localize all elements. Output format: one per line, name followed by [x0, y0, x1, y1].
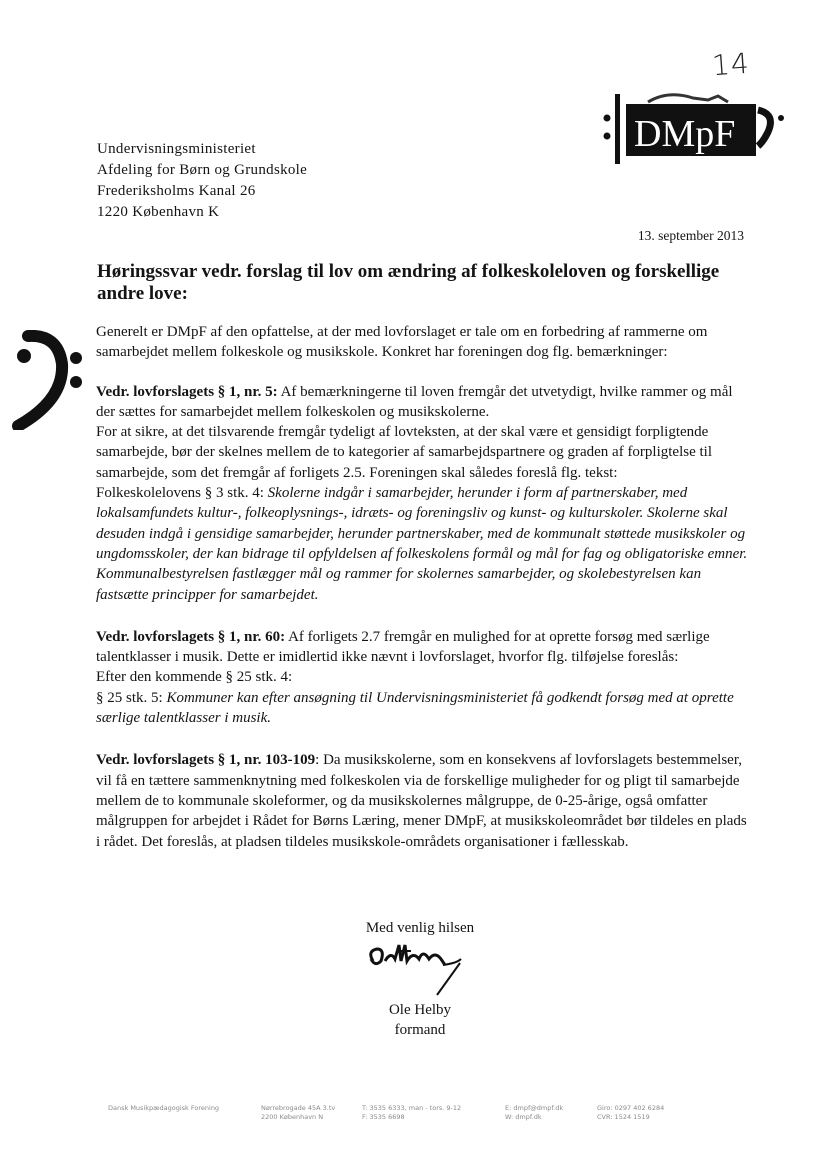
recipient-line-4: 1220 København K [97, 204, 220, 220]
section-2-paragraph [96, 627, 748, 668]
handwritten-signature [365, 937, 475, 997]
section-1-quote-paragraph [96, 483, 748, 605]
footer-bank [597, 1104, 664, 1122]
signer-block [350, 1000, 490, 1040]
signer-title: formand [394, 1022, 446, 1038]
section-1-label: Vedr. lovforslagets § 1, nr. 5: [96, 383, 278, 400]
footer-giro: Giro: 0297 402 6284 [597, 1104, 665, 1112]
logo-text: DMpF [634, 113, 736, 155]
section-1-quote: Skolerne indgår i samarbejder, herunder i form af partnerskaber, med lokalsamfundets kultur-, folkeoplysnings-, idræts- og foreningsliv og kunst- og kulturskoler. Skolerne skal desuden indgå i gensidige samarbejder, herunder partnerskaber, med de kommunalt støttede musikskoler og ungdomsskoler, der kan bidrage til opfyldelsen af folkeskolens formål og mål for fag og obligatoriske emner. Kommunalbestyrelsen fastlægger mål og rammer for skolernes samarbejder, og skolebestyrelsen kan fastsætte principper for samarbejdet. [96, 485, 748, 603]
recipient-line-1: Undervisningsministeriet [97, 141, 256, 157]
footer-city: 2200 København N [261, 1113, 324, 1121]
footer-fax: F: 3535 6698 [362, 1113, 405, 1121]
letter-heading: Høringssvar vedr. forslag til lov om ændring af folkeskoleloven og forskellige andre love: [97, 261, 720, 304]
signer-name: Ole Helby [388, 1002, 452, 1018]
intro-paragraph: Generelt er DMpF af den opfattelse, at der med lovforslaget er tale om en forbedring af rammerne om samarbejdet mellem folkeskole og musikskole. Konkret har foreningen dog flg. bemærkninger: [96, 324, 708, 361]
section-1-text: Af bemærkningerne til loven fremgår det utvetydigt, hvilke rammer og mål der sættes for samarbejdet mellem folkeskolen og musikskolerne. [96, 383, 733, 420]
footer-phone [362, 1104, 461, 1122]
section-2-quote-paragraph [96, 688, 748, 729]
footer-contact [505, 1104, 563, 1122]
section-1-paragraph [96, 382, 748, 423]
footer-organisation: Dansk Musikpædagogisk Forening [108, 1104, 220, 1112]
section-1-ref: Folkeskolelovens § 3 stk. 4: [96, 485, 268, 502]
recipient-address [97, 139, 307, 223]
letter-date: 13. september 2013 [637, 228, 744, 243]
footer-web: W: dmpf.dk [505, 1113, 542, 1121]
recipient-line-2: Afdeling for Børn og Grundskole [97, 162, 308, 178]
page-number: 14 [710, 46, 751, 83]
footer-address [261, 1104, 335, 1122]
section-3-paragraph [96, 750, 748, 851]
section-1-paragraph-2: For at sikre, at det tilsvarende fremgår tydeligt af lovteksten, at der skal være et gensidigt forpligtende samarbejde, bør der skelnes mellem de to kategorier af samarbejdspartnere og graden af forpligtelse til samarbejde, som det fremgår af forligets 2.5. Foreningen skal således foreslå flg. tekst: [96, 424, 713, 481]
footer-cvr: CVR: 1524 1519 [597, 1113, 650, 1121]
section-3-label: Vedr. lovforslagets § 1, nr. 103-109 [96, 752, 316, 769]
section-3-text: : Da musikskolerne, som en konsekvens af lovforslagets bestemmelser, vil få en tættere sammenknytning med folkeskolen via de forskellige muligheder for og pligt til samarbejde mellem de to kommunale skoleformer, og da musikskolernes målgruppe, de 0-25-årige, også omfatter målgruppen for arbejdet i Rådet for Børns Læring, mener DMpF, at musikskoleområdet bør tildeles en plads i rådet. Det foreslås, at pladsen tildeles musikskole-områdets organisationer i fællesskab. [96, 752, 747, 850]
letter-body [96, 322, 748, 852]
recipient-line-3: Frederiksholms Kanal 26 [97, 183, 256, 199]
section-2-label: Vedr. lovforslagets § 1, nr. 60: [96, 628, 286, 645]
footer-telephone: T: 3535 6333, man - tors. 9-12 [362, 1104, 462, 1112]
closing-greeting: Med venlig hilsen [365, 920, 475, 936]
footer-street: Nørrebrogade 45A 3.tv [261, 1104, 336, 1112]
bass-clef-icon [10, 330, 90, 430]
section-2-quote: Kommuner kan efter ansøgning til Undervisningsministeriet få godkendt forsøg med at oprette særlige talentklasser i musik. [96, 689, 734, 727]
section-2-after: Efter den kommende § 25 stk. 4: [96, 669, 293, 686]
section-2-ref: § 25 stk. 5: [96, 689, 167, 706]
dmpf-logo [598, 84, 788, 174]
footer-email: E: dmpf@dmpf.dk [505, 1104, 564, 1112]
section-2-text: Af forligets 2.7 fremgår en mulighed for at oprette forsøg med særlige talentklasser i musik. Dette er imidlertid ikke nævnt i lovforslaget, hvorfor flg. tilføjelse foreslås: [96, 628, 710, 666]
